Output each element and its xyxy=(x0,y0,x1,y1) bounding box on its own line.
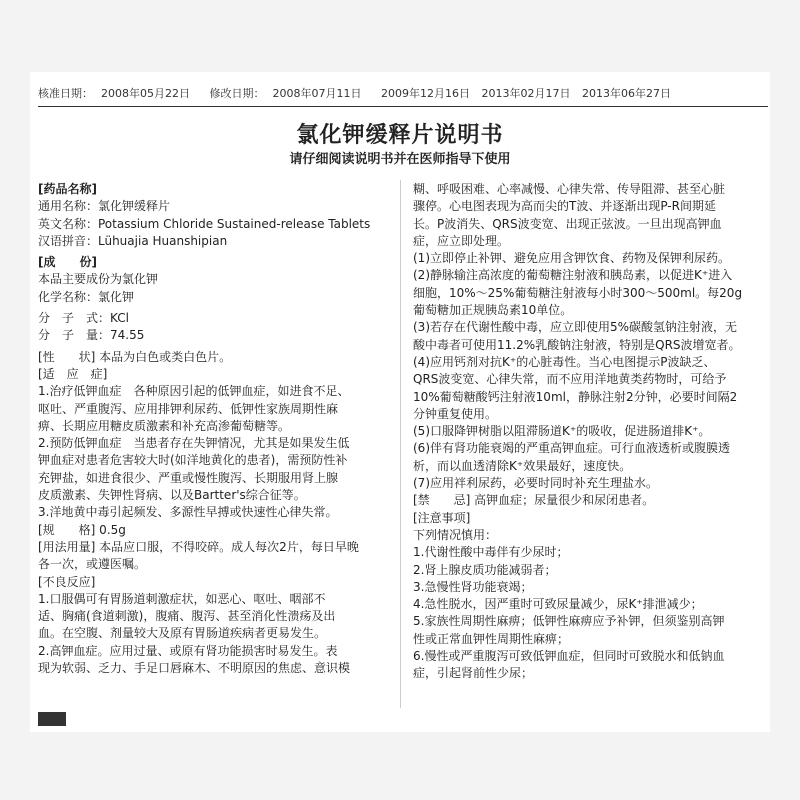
text-line: 充钾盐，如进食很少、严重或慢性腹泻、长期服用肾上腺 xyxy=(38,470,339,485)
text-line: (3)若存在代谢性酸中毒，应立即使用5%碳酸氢钠注射液，无 xyxy=(413,320,738,335)
text-line: [用法用量] 本品应口服，不得咬碎。成人每次2片，每日早晚 xyxy=(38,539,359,554)
text-line: 性或正常血钾性周期性麻痹； xyxy=(413,631,570,646)
approval-dates-line xyxy=(38,85,768,107)
text-line: 痹、长期应用糖皮质激素和补充高渗葡萄糖等。 xyxy=(38,418,291,433)
text-line: 5.家族性周期性麻痹；低钾性麻痹应予补钾，但须鉴别高钾 xyxy=(413,614,725,629)
column-divider xyxy=(400,180,401,708)
text-line: 4.急性脱水，因严重时可致尿量减少，尿K⁺排泄减少； xyxy=(413,597,703,612)
text-line: QRS波变宽、心律失常，而不应用洋地黄类药物时，可给予 xyxy=(413,372,727,387)
text-line: 6.慢性或严重腹泻可致低钾血症，但同时可致脱水和低钠血 xyxy=(413,649,725,664)
text-line: (5)口服降钾树脂以阻滞肠道K⁺的吸收，促进肠道排K⁺。 xyxy=(413,424,711,439)
text-line: 血。在空腹、剂量较大及原有胃肠道疾病者更易发生。 xyxy=(38,626,327,641)
text-line: 骤停。心电图表现为高而尖的T波、并逐渐出现P-R间期延 xyxy=(413,199,716,214)
text-line: 析，而以血透清除K⁺效果最好，速度快。 xyxy=(413,458,632,473)
text-line: 葡萄糖加正规胰岛素10单位。 xyxy=(413,303,573,318)
text-line: [规 格] 0.5g xyxy=(38,522,126,537)
text-line: 1.代谢性酸中毒伴有少尿时； xyxy=(413,545,569,560)
text-line: [禁 忌] 高钾血症；尿量很少和尿闭患者。 xyxy=(413,493,655,508)
text-line: 本品主要成份为氯化钾 xyxy=(38,272,159,287)
text-line: 分钟重复使用。 xyxy=(413,406,498,421)
text-line: 适、胸痛(食道刺激)，腹痛、腹泻、甚至消化性溃疡及出 xyxy=(38,609,336,624)
text-line: [药品名称] xyxy=(38,182,97,196)
text-line: 酸中毒者可使用11.2%乳酸钠注射液，特别是QRS波增宽者。 xyxy=(413,337,741,352)
text-line: (4)应用钙剂对抗K⁺的心脏毒性。当心电图提示P波缺乏、 xyxy=(413,354,716,369)
text-line: 糊、呼吸困难、心率减慢、心律失常、传导阻滞、甚至心脏 xyxy=(413,182,726,196)
text-line: 细胞，10%～25%葡萄糖注射液每小时300～500ml。每20g xyxy=(413,285,743,300)
text-line: 现为软弱、乏力、手足口唇麻木、不明原因的焦虑、意识模 xyxy=(38,661,351,676)
text-line: 汉语拼音：Lühuajia Huanshipian xyxy=(38,233,228,248)
modify-date-label: 修改日期： 2008年07月11日 xyxy=(209,87,362,100)
text-line: [成 份] xyxy=(38,255,97,270)
text-line: 分 子 量：74.55 xyxy=(38,328,145,343)
text-line: 各一次，或遵医嘱。 xyxy=(38,557,147,572)
text-line: [不良反应] xyxy=(38,574,96,589)
corner-mark xyxy=(38,712,66,726)
modify-date: 2013年02月17日 xyxy=(481,87,571,100)
text-line: [适 应 症] xyxy=(38,366,108,381)
text-line: (2)静脉输注高浓度的葡萄糖注射液和胰岛素，以促进K⁺进入 xyxy=(413,268,733,283)
text-line: (6)伴有肾功能衰竭的严重高钾血症。可行血液透析或腹膜透 xyxy=(413,441,731,456)
text-line: 英文名称：Potassium Chloride Sustained-release Tablets xyxy=(38,216,371,231)
text-line: 1.口服偶可有胃肠道刺激症状，如恶心、呕吐、咽部不 xyxy=(38,591,326,606)
document-subtitle: 请仔细阅读说明书并在医师指导下使用 xyxy=(289,152,511,167)
review-date-label: 核准日期： 2008年05月22日 xyxy=(38,87,190,100)
text-line: 1.治疗低钾血症 各种原因引起的低钾血症，如进食不足、 xyxy=(38,384,350,399)
text-line: [注意事项] xyxy=(413,510,471,525)
text-line: 症，引起肾前性少尿； xyxy=(413,666,534,681)
text-line: 钾血症对患者危害较大时(如洋地黄化的患者)，需预防性补 xyxy=(38,453,348,468)
text-line: 下列情况慎用： xyxy=(413,527,498,542)
document-title: 氯化钾缓释片说明书 xyxy=(296,123,504,148)
text-line: 分 子 式：KCl xyxy=(38,311,129,326)
right-column xyxy=(413,181,773,683)
left-column xyxy=(38,181,390,677)
text-line: 长。P波消失、QRS波变宽、出现正弦波。一旦出现高钾血 xyxy=(413,216,722,231)
text-line: 10%葡萄糖酸钙注射液10ml，静脉注射2分钟，必要时间隔2 xyxy=(413,389,738,404)
text-line: 3.急慢性肾功能衰竭； xyxy=(413,579,533,594)
text-line: (1)立即停止补钾、避免应用含钾饮食、药物及保钾利尿药。 xyxy=(413,251,731,266)
modify-date: 2013年06年27日 xyxy=(582,87,671,100)
text-line: 3.洋地黄中毒引起频发、多源性早搏或快速性心律失常。 xyxy=(38,505,338,520)
text-line: [性 状] 本品为白色或类白色片。 xyxy=(38,349,232,364)
text-line: 呕吐、严重腹泻、应用排钾利尿药、低钾性家族周期性麻 xyxy=(38,401,339,416)
text-line: 通用名称：氯化钾缓释片 xyxy=(38,199,171,214)
text-line: (7)应用袢利尿药，必要时同时补充生理盐水。 xyxy=(413,476,658,491)
text-line: 症，应立即处理。 xyxy=(413,233,510,248)
text-line: 皮质激素、失钾性肾病、以及Bartter's综合征等。 xyxy=(38,488,306,503)
text-line: 2.高钾血症。应用过量、或原有肾功能损害时易发生。表 xyxy=(38,643,338,658)
text-line: 2.肾上腺皮质功能减弱者； xyxy=(413,562,557,577)
text-line: 化学名称：氯化钾 xyxy=(38,289,135,304)
modify-date: 2009年12月16日 xyxy=(381,87,470,100)
text-line: 2.预防低钾血症 当患者存在失钾情况，尤其是如果发生低 xyxy=(38,436,350,451)
